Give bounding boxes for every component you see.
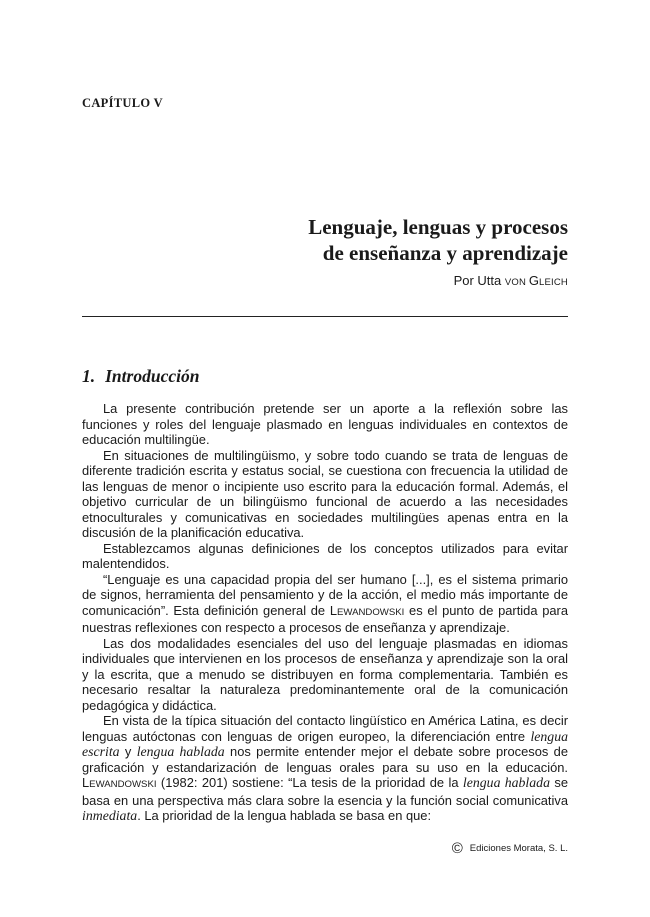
paragraph-6 [82,713,568,824]
paragraph-1: La presente contribución pretende ser un aporte a la reflexión sobre las funciones y roles del lenguaje plasmado en lenguas individuales en contextos de educación multilingüe. [82,401,568,447]
paragraph-4-text-a: “Lenguaje es una capacidad propia del ser humano [...], es el sistema primario de signos, herramienta del pensamiento y de la acción, el medio más importante de comunicación”. Esta definición general de [82,571,568,618]
citation-name-rest: EWANDOWSKI [336,606,405,618]
author-byline [454,273,568,288]
italic-term: lengua escrita [82,728,568,759]
paragraph-6-text-b: y [119,744,137,759]
citation-name-rest: EWANDOWSKI [89,779,157,790]
chapter-title [308,214,568,266]
publisher-name: Ediciones Morata, S. L. [469,843,568,854]
author-surname-initial: G [528,273,540,288]
section-number: 1. [82,366,96,386]
paragraph-6-text-e: se basa en una perspectiva más clara sobre la esencia y la función social comunicativa [82,775,568,808]
body-text [82,401,568,824]
copyright-icon: © [451,840,463,857]
italic-term: inmediata [82,808,138,823]
author-surname-rest: LEICH [539,277,568,288]
author-von: VON [504,277,529,288]
paragraph-6-text-f: . La prioridad de la lengua hablada se basa en que: [137,808,432,823]
title-divider [82,316,568,317]
paragraph-6-text-c: nos permite entender mejor el debate sobre procesos de graficación y estandarización de lenguas orales para su uso en la educación. [82,744,568,775]
italic-term: lengua hablada [462,775,550,790]
paragraph-5: Las dos modalidades esenciales del uso del lenguaje plasmadas en idiomas individuales que intervienen en los procesos de enseñanza y aprendizaje son la oral y la escrita, que a menudo se distribuyen en forma complementaria. También es necesario resaltar la naturaleza predominantemente oral de la comunicación pedagógica y didáctica. [82,635,568,713]
paragraph-4-text-b: es el punto de partida para nuestras reflexiones con respecto a procesos de enseñanza y aprendizaje. [82,602,568,635]
copyright-footer [452,840,568,857]
italic-term: lengua hablada [136,744,225,759]
paragraph-4 [82,572,568,636]
section-title: Introducción [105,366,200,386]
paragraph-3: Establezcamos algunas definiciones de los conceptos utilizados para evitar malentendidos. [82,540,568,571]
citation-name-initial: L [82,775,90,790]
paragraph-2: En situaciones de multilingüismo, y sobre todo cuando se trata de lenguas de diferente tradición escrita y estatus social, se cuestiona con frecuencia la utilidad de las lenguas de menor o incipiente uso escrito para la educación formal. Además, el objetivo curricular de un bilingüismo funcional de acuerdo a las necesidades etnoculturales y comunicativas en sociedades multilingües apenas entra en la discusión de la planificación educativa. [82,447,568,540]
section-heading [82,366,199,387]
chapter-title-line-2: de enseñanza y aprendizaje [322,241,568,265]
paragraph-6-text-d: (1982: 201) sostiene: “La tesis de la prioridad de la [156,775,463,790]
citation-name-initial: L [329,602,337,618]
chapter-label: CAPÍTULO V [82,96,163,110]
author-prefix: Por Utta [453,273,505,288]
chapter-title-line-1: Lenguaje, lenguas y procesos [308,215,568,239]
paragraph-6-text-a: En vista de la típica situación del contacto lingüístico en América Latina, es decir lenguas autóctonas con lenguas de origen europeo, la diferenciación entre [82,713,568,744]
